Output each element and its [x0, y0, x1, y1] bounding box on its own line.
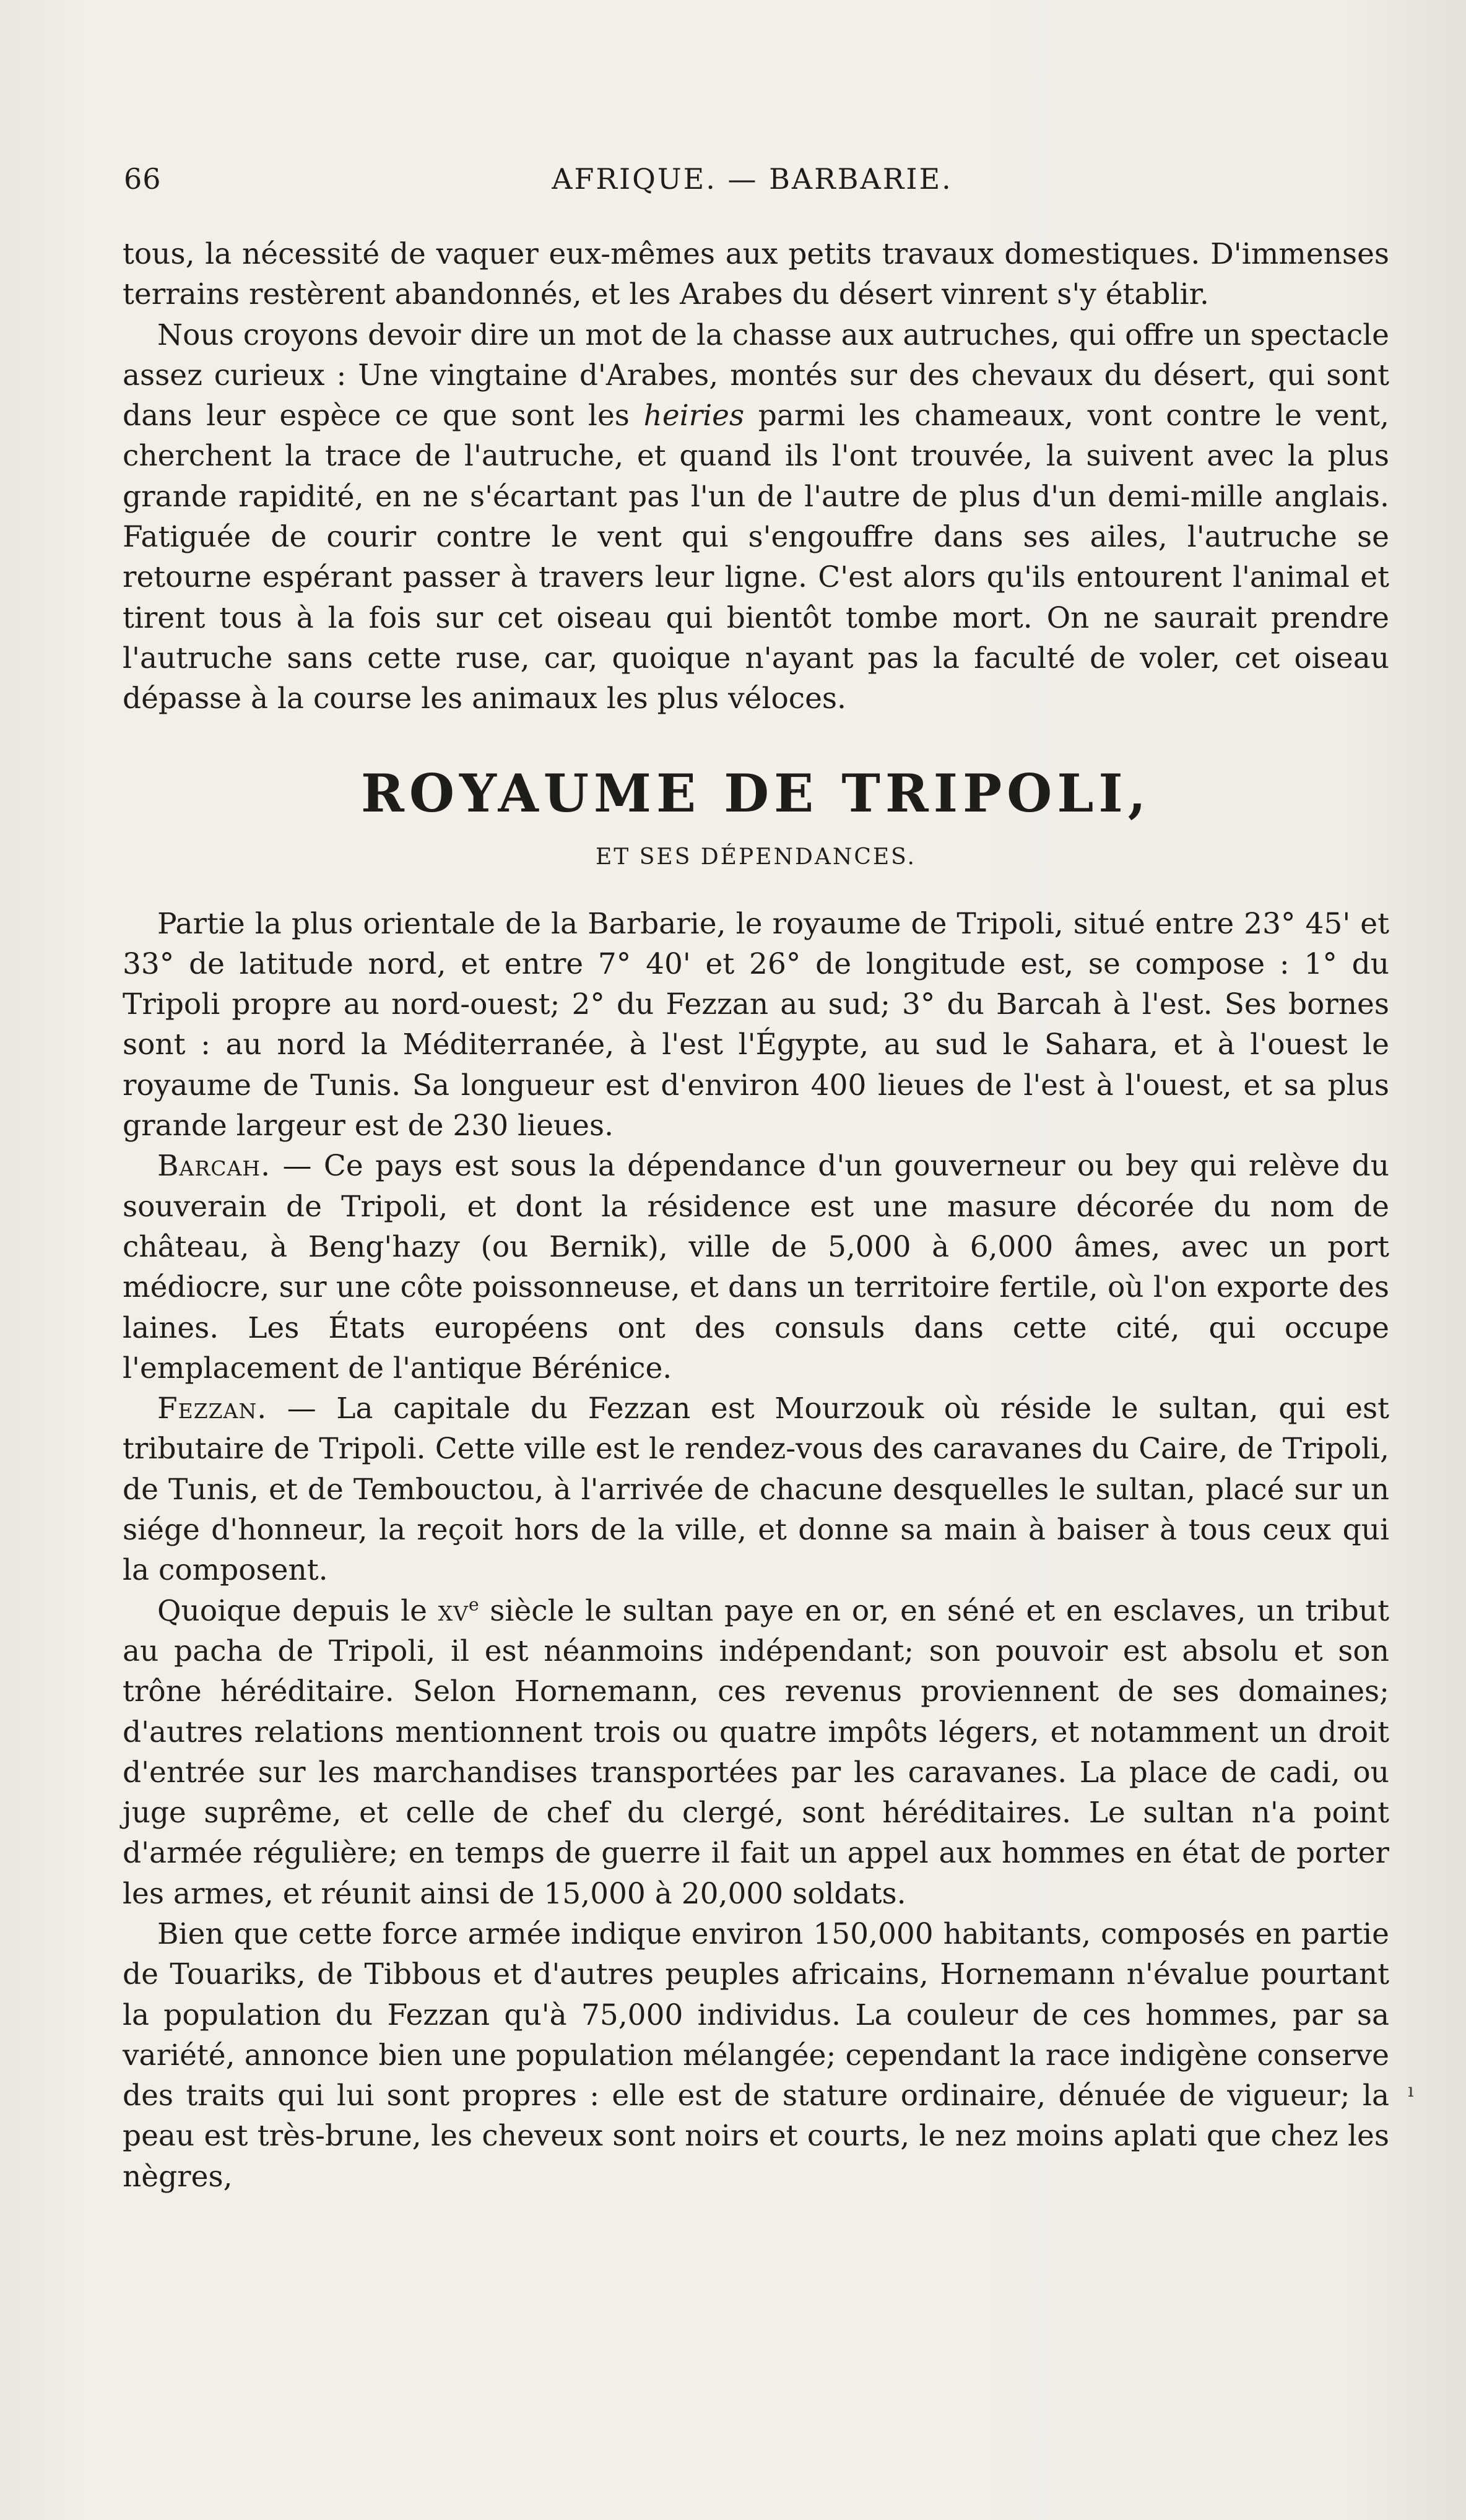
paragraph-text: Nous croyons devoir dire un mot de la chasse aux autruches, qui offre un spectacle assez curieux : Une vingtaine d'Arabes, montés sur des chevaux du désert, qui sont dans leur espèce ce que sont les: [123, 318, 1389, 433]
paragraph-text: siècle le sultan paye en or, en séné et en esclaves, un tribut au pacha de Tripoli, il est néanmoins indépendant; son pouvoir est absolu et son trône héréditaire. Selon Hornemann, ces revenus proviennent de ses domaines; d'autres relations mentionnent trois ou quatre impôts légers, et notamment un droit d'entrée sur les marchandises transportées par les caravanes. La place de cadi, ou juge suprême, et celle de chef du clergé, sont héréditaires. Le sultan n'a point d'armée régulière; en temps de guerre il fait un appel aux hommes en état de porter les armes, et réunit ainsi de 15,000 à 20,000 soldats.: [123, 1593, 1389, 1911]
paragraph-tripoli-overview: [123, 904, 1389, 1146]
paragraph-population: [123, 1914, 1389, 2197]
page-number: 66: [124, 162, 162, 196]
paragraph-text: parmi les chameaux, vont contre le vent, cherchent la trace de l'autruche, et quand ils l'ont trouvée, la suivent avec la plus grande rapidité, en ne s'écartant pas l'un de l'autre de plus d'un demi-mille anglais. Fatiguée de courir contre le vent qui s'engouffre dans ses ailes, l'autruche se retourne espérant passer à travers leur ligne. C'est alors qu'ils entourent l'animal et tirent tous à la fois sur cet oiseau qui bientôt tombe mort. On ne saurait prendre l'autruche sans cette ruse, car, quoique n'ayant pas la faculté de voler, cet oiseau dépasse à la course les animaux les plus véloces.: [123, 399, 1389, 716]
paragraph-text: Partie la plus orientale de la Barbarie, le royaume de Tripoli, situé entre 23° 45' et 33° de latitude nord, et entre 7° 40' et 26° de longitude est, se compose : 1° du Tripoli propre au nord-ouest; 2° du Fezzan au sud; 3° du Barcah à l'est. Ses bornes sont : au nord la Méditerranée, à l'est l'Égypte, au sud le Sahara, et à l'ouest le royaume de Tunis. Sa longueur est d'environ 400 lieues de l'est à l'ouest, et sa plus grande largeur est de 230 lieues.: [123, 906, 1389, 1143]
paragraph-ostrich-intro: [123, 234, 1389, 315]
margin-mark: ı: [1408, 2080, 1414, 2102]
paragraph-barcah: [123, 1146, 1389, 1388]
italic-term: heiries: [643, 399, 745, 433]
century-superscript: e: [468, 1593, 479, 1614]
running-title: AFRIQUE. — BARBARIE.: [552, 162, 953, 196]
paragraph-text: tous, la nécessité de vaquer eux-mêmes aux petits travaux domestiques. D'immenses terrains restèrent abandonnés, et les Arabes du désert vinrent s'y établir.: [123, 237, 1389, 312]
chapter-subtitle: ET SES DÉPENDANCES.: [596, 844, 916, 870]
paragraph-fezzan: [123, 1388, 1389, 1590]
page-header: [124, 162, 1381, 199]
body-text: [123, 234, 1389, 2197]
section-label-fezzan: Fezzan.: [157, 1392, 267, 1426]
paragraph-text: Bien que cette force armée indique environ 150,000 habitants, composés en partie de Touariks, de Tibbous et d'autres peuples africains, Hornemann n'évalue pourtant la population du Fezzan qu'à 75,000 individus. La couleur de ces hommes, par sa variété, annonce bien une population mélangée; cependant la race indigène conserve des traits qui lui sont propres : elle est de stature ordinaire, dénuée de vigueur; la peau est très-brune, les cheveux sont noirs et courts, le nez moins aplati que chez les nègres,: [123, 1916, 1389, 2194]
paragraph-sultan: [123, 1591, 1389, 1914]
chapter-title: ROYAUME DE TRIPOLI,: [361, 762, 1151, 824]
paragraph-text: — Ce pays est sous la dépendance d'un gouverneur ou bey qui relève du souverain de Tripoli, et dont la résidence est une masure décorée du nom de château, à Beng'hazy (ou Bernik), ville de 5,000 à 6,000 âmes, avec un port médiocre, sur une côte poissonneuse, et dans un territoire fertile, où l'on exporte des laines. Les États européens ont des consuls dans cette cité, qui occupe l'emplacement de l'antique Bérénice.: [123, 1149, 1389, 1385]
century-numeral: xv: [438, 1593, 469, 1628]
paragraph-text: — La capitale du Fezzan est Mourzouk où réside le sultan, qui est tributaire de Tripoli. Cette ville est le rendez-vous des caravanes du Caire, de Tripoli, de Tunis, et de Tembouctou, à l'arrivée de chacune desquelles le sultan, placé sur un siége d'honneur, la reçoit hors de la ville, et donne sa main à baiser à tous ceux qui la composent.: [123, 1392, 1389, 1588]
paragraph-ostrich-hunt: [123, 315, 1389, 719]
paragraph-text: Quoique depuis le: [157, 1593, 438, 1628]
section-label-barcah: Barcah.: [157, 1149, 271, 1184]
